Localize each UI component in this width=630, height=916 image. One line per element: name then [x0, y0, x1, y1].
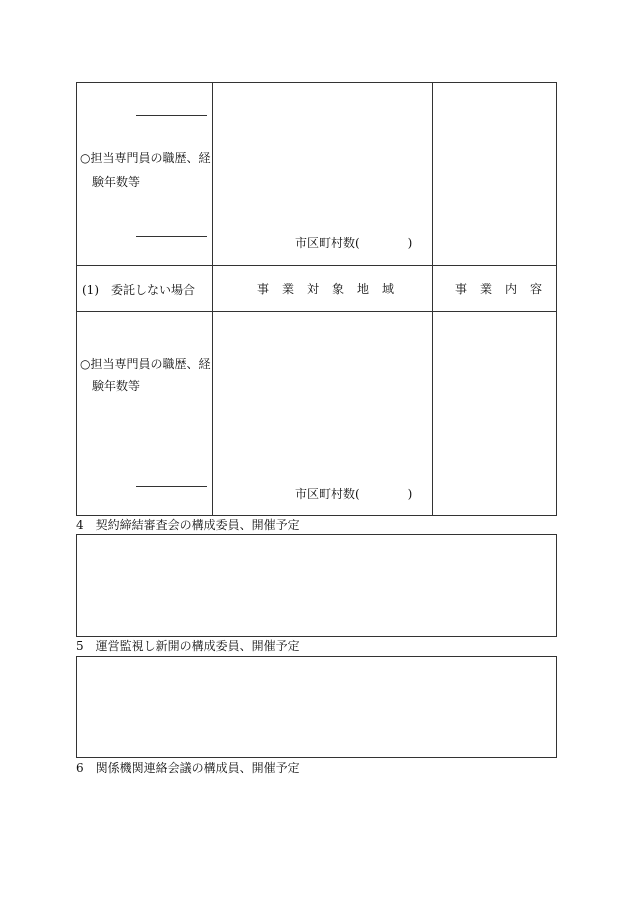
- blank-underline[interactable]: [136, 236, 207, 237]
- section-5-field[interactable]: [76, 656, 557, 758]
- area-header: 事業対象地域: [257, 282, 408, 296]
- career-label-cont: 験年数等: [92, 379, 141, 393]
- case-label: (1) 委託しない場合: [82, 283, 195, 297]
- section-4-field[interactable]: [76, 534, 557, 637]
- municipality-count[interactable]: 市区町村数( ): [295, 236, 413, 250]
- career-label: ○担当専門員の職歴、経: [80, 151, 211, 165]
- column-divider: [212, 82, 213, 516]
- row-divider: [76, 311, 557, 312]
- section-5-label: 5 運営監視し新開の構成委員、開催予定: [76, 639, 300, 653]
- section-4-label: 4 契約締結審査会の構成委員、開催予定: [76, 518, 300, 532]
- municipality-count[interactable]: 市区町村数( ): [295, 487, 413, 501]
- section-6-label: 6 関係機関連絡会議の構成員、開催予定: [76, 761, 300, 775]
- career-label-cont: 験年数等: [92, 175, 141, 189]
- career-label: ○担当専門員の職歴、経: [80, 357, 211, 371]
- row-divider: [76, 265, 557, 266]
- blank-underline[interactable]: [136, 115, 207, 116]
- blank-underline[interactable]: [136, 486, 207, 487]
- plan-table: [76, 82, 557, 516]
- column-divider: [432, 82, 433, 516]
- content-header: 事業内容: [455, 282, 556, 296]
